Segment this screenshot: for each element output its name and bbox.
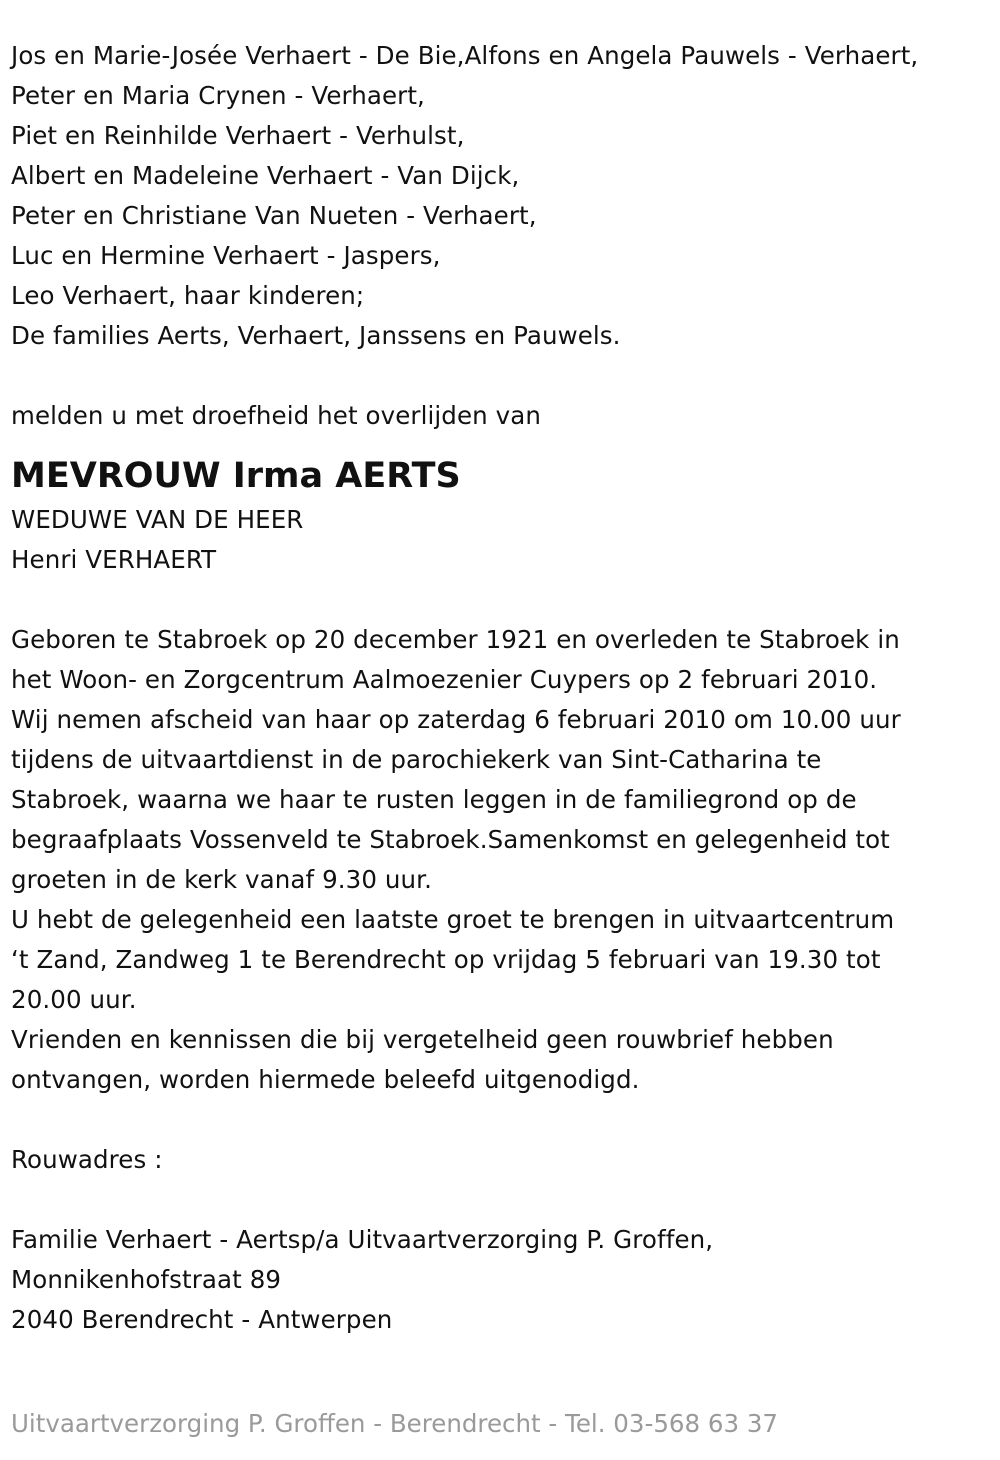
deceased-name: MEVROUW Irma AERTS	[11, 456, 461, 496]
address-line: 2040 Berendrecht - Antwerpen	[11, 1305, 393, 1334]
spacer	[11, 580, 991, 620]
address-line: Monnikenhofstraat 89	[11, 1265, 282, 1294]
deceased-spouse: Henri VERHAERT	[11, 545, 217, 574]
obituary-document	[11, 36, 991, 1340]
body-line: ‘t Zand, Zandweg 1 te Berendrecht op vrijdag 5 februari van 19.30 tot	[11, 945, 881, 974]
family-line: Piet en Reinhilde Verhaert - Verhulst,	[11, 121, 465, 150]
family-line: De families Aerts, Verhaert, Janssens en Pauwels.	[11, 321, 621, 350]
footer-credit: Uitvaartverzorging P. Groffen - Berendrecht - Tel. 03-568 63 37	[11, 1409, 779, 1438]
address-line: Familie Verhaert - Aertsp/a Uitvaartverzorging P. Groffen,	[11, 1225, 714, 1254]
body-line: 20.00 uur.	[11, 985, 137, 1014]
body-line: begraafplaats Vossenveld te Stabroek.Samenkomst en gelegenheid tot	[11, 825, 890, 854]
family-line: Peter en Maria Crynen - Verhaert,	[11, 81, 425, 110]
body-line: Geboren te Stabroek op 20 december 1921 en overleden te Stabroek in	[11, 625, 900, 654]
body-line: Wij nemen afscheid van haar op zaterdag 6 februari 2010 om 10.00 uur	[11, 705, 901, 734]
body-line: Vrienden en kennissen die bij vergetelheid geen rouwbrief hebben	[11, 1025, 834, 1054]
body-line: ontvangen, worden hiermede beleefd uitgenodigd.	[11, 1065, 640, 1094]
deceased-relation: WEDUWE VAN DE HEER	[11, 505, 304, 534]
address-block	[11, 1220, 991, 1340]
body-line: tijdens de uitvaartdienst in de parochiekerk van Sint-Catharina te	[11, 745, 822, 774]
family-list	[11, 36, 991, 356]
body-line: het Woon- en Zorgcentrum Aalmoezenier Cuypers op 2 februari 2010.	[11, 665, 878, 694]
family-line: Jos en Marie-Josée Verhaert - De Bie,Alfons en Angela Pauwels - Verhaert,	[11, 41, 919, 70]
family-line: Luc en Hermine Verhaert - Jaspers,	[11, 241, 441, 270]
address-label: Rouwadres :	[11, 1145, 163, 1174]
family-line: Albert en Madeleine Verhaert - Van Dijck,	[11, 161, 520, 190]
family-line: Leo Verhaert, haar kinderen;	[11, 281, 365, 310]
spacer	[11, 1180, 991, 1220]
body-line: Stabroek, waarna we haar te rusten leggen in de familiegrond op de	[11, 785, 857, 814]
family-line: Peter en Christiane Van Nueten - Verhaert,	[11, 201, 537, 230]
body-line: groeten in de kerk vanaf 9.30 uur.	[11, 865, 432, 894]
spacer	[11, 356, 991, 396]
announcement-text: melden u met droefheid het overlijden van	[11, 401, 541, 430]
body-line: U hebt de gelegenheid een laatste groet te brengen in uitvaartcentrum	[11, 905, 895, 934]
body-text	[11, 620, 991, 1100]
spacer	[11, 1100, 991, 1140]
